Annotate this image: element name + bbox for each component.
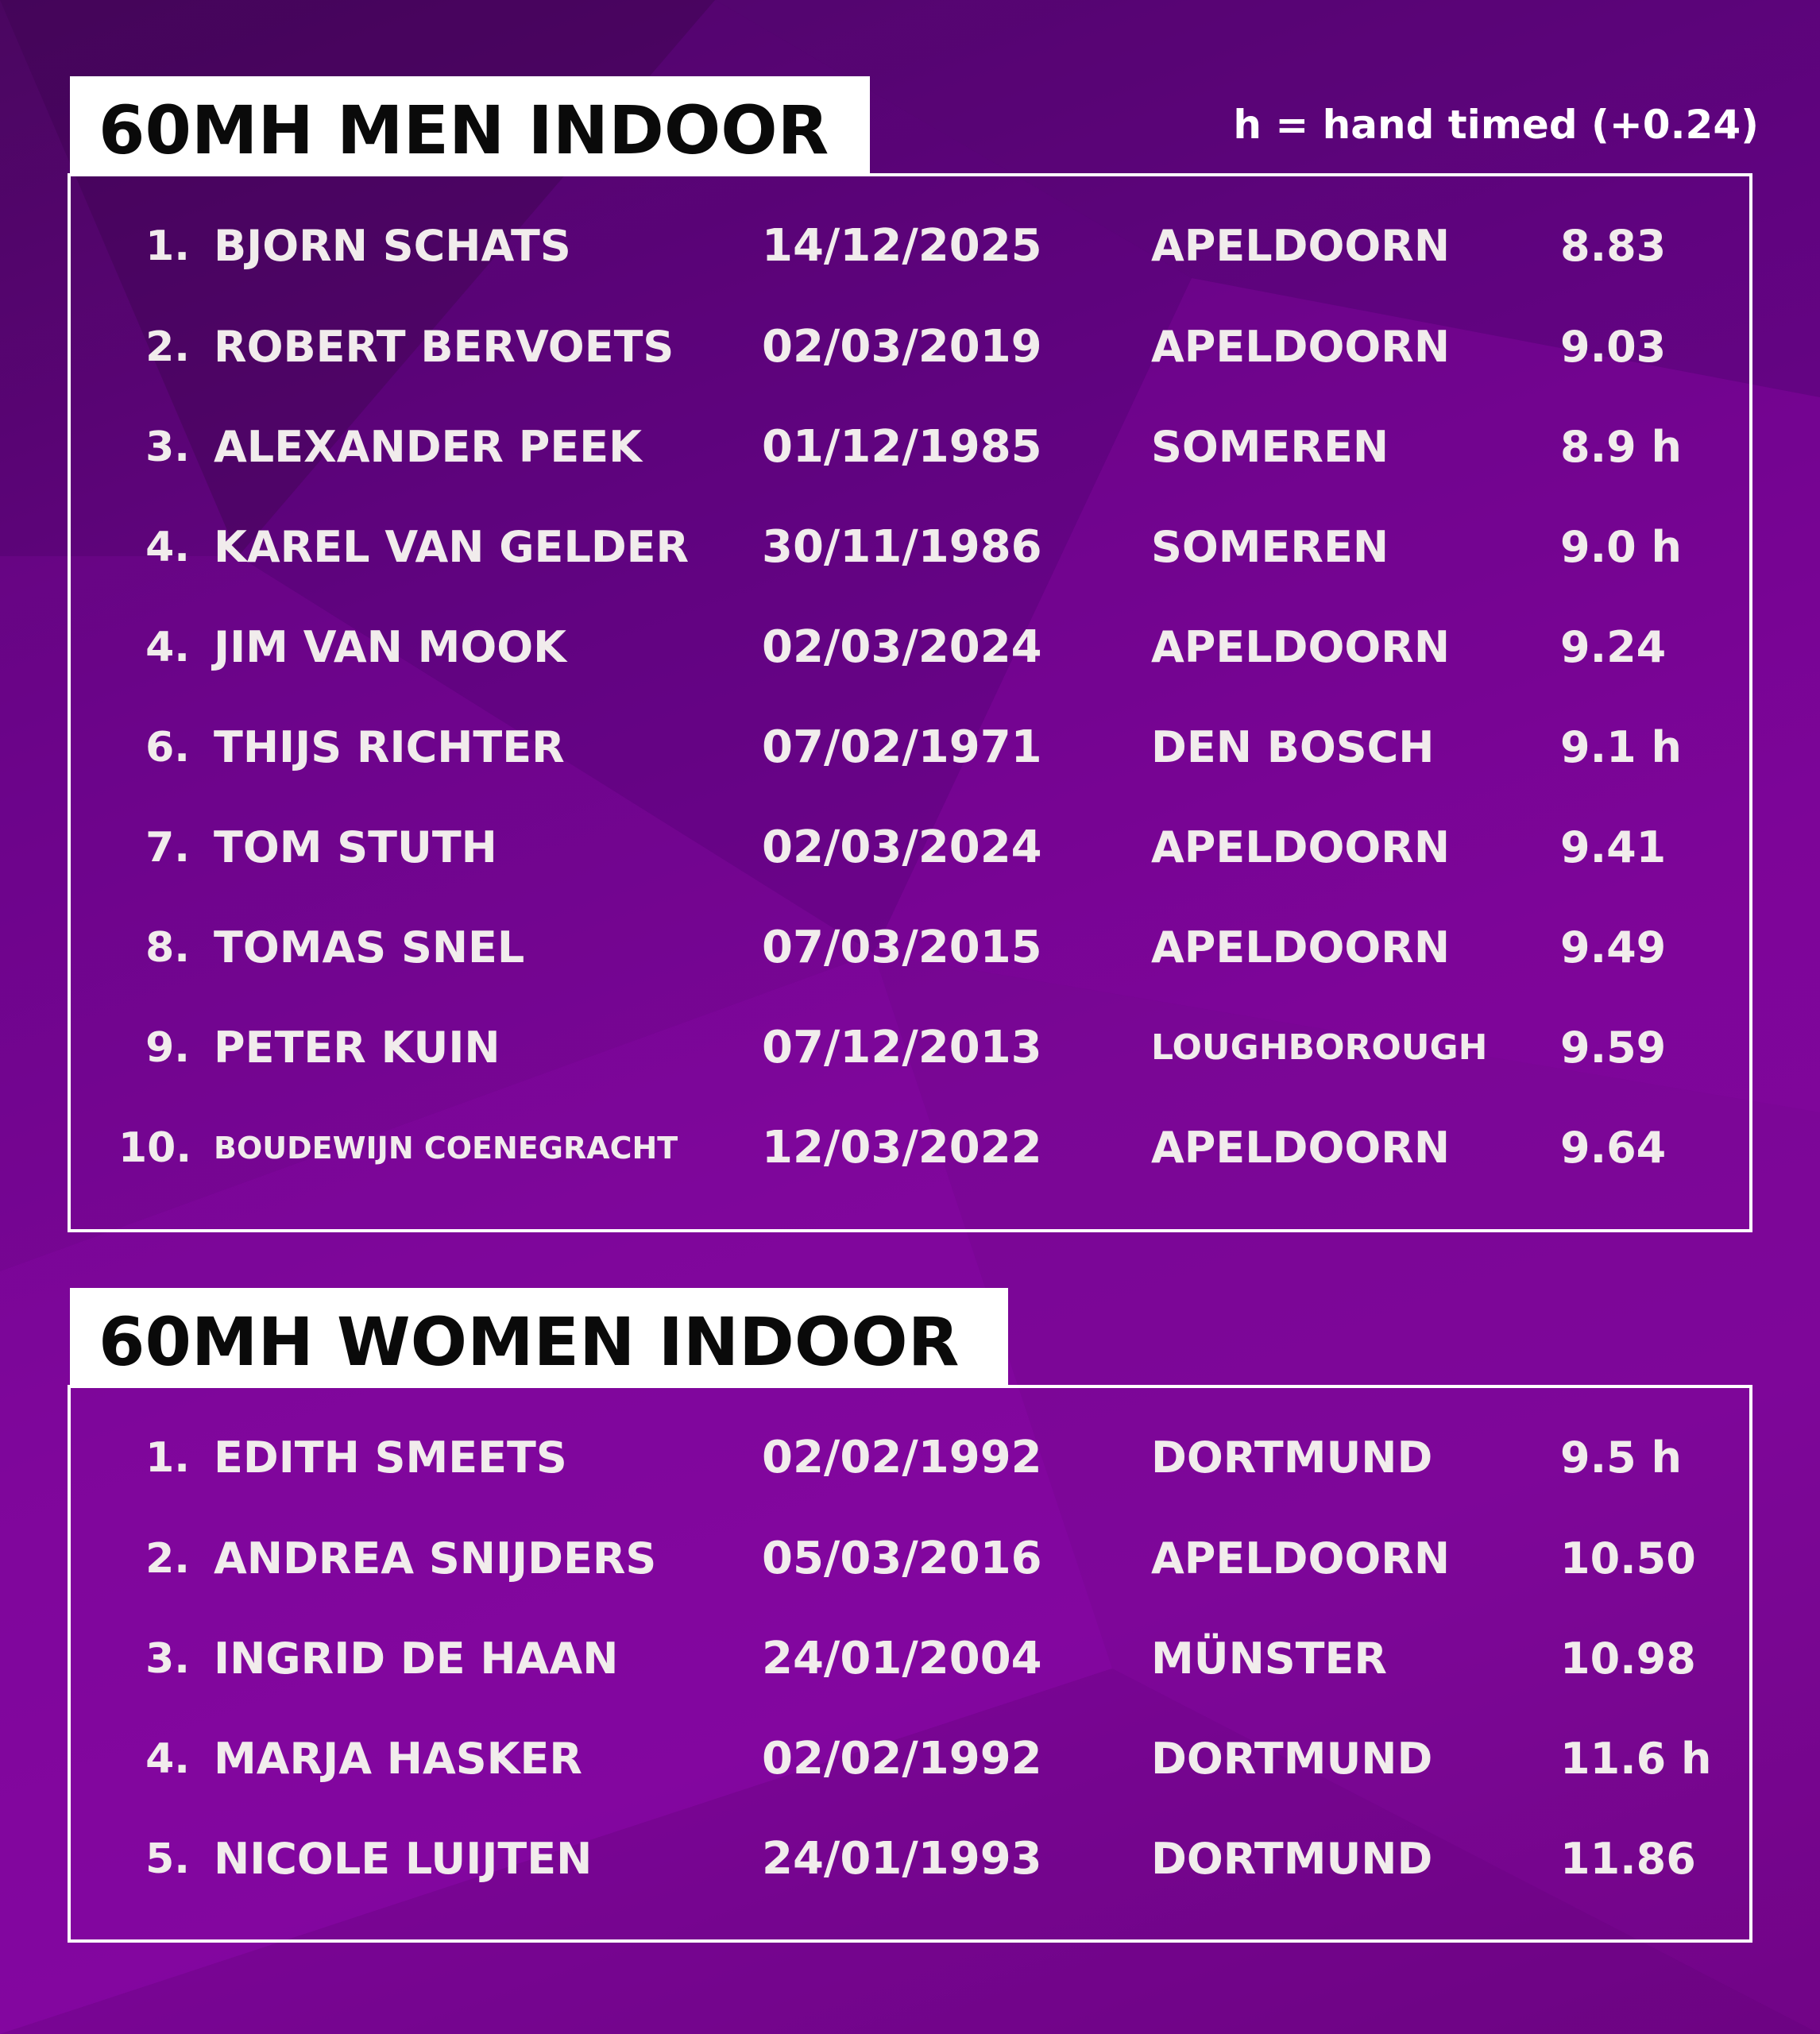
athlete-name: EDITH SMEETS [214, 1433, 567, 1483]
rank-cell: 4. [145, 624, 190, 671]
athlete-name: NICOLE LUIJTEN [214, 1834, 593, 1884]
men-row [71, 1120, 1749, 1176]
time-cell: 9.24 [1560, 622, 1667, 672]
men-row [71, 218, 1749, 274]
athlete-name: INGRID DE HAAN [214, 1634, 619, 1684]
venue-cell: DEN BOSCH [1151, 722, 1435, 772]
athlete-name: KAREL VAN GELDER [214, 522, 690, 572]
venue-cell: APELDOORN [1151, 221, 1451, 271]
women-row [71, 1531, 1749, 1587]
date-cell: 24/01/1993 [762, 1833, 1042, 1885]
athlete-name: BOUDEWIJN COENEGRACHT [214, 1131, 678, 1166]
men-row [71, 420, 1749, 475]
date-cell: 02/02/1992 [762, 1432, 1042, 1483]
men-row [71, 620, 1749, 675]
time-cell: 8.9 h [1560, 422, 1682, 472]
athlete-name: JIM VAN MOOK [214, 622, 567, 672]
rank-cell: 10. [118, 1124, 192, 1172]
athlete-name: TOMAS SNEL [214, 922, 525, 973]
date-cell: 07/12/2013 [762, 1022, 1042, 1073]
date-cell: 01/12/1985 [762, 421, 1042, 473]
time-cell: 9.5 h [1560, 1433, 1682, 1483]
venue-cell: APELDOORN [1151, 822, 1451, 872]
rank-cell: 1. [145, 1434, 190, 1482]
date-cell: 05/03/2016 [762, 1533, 1042, 1584]
venue-cell: SOMEREN [1151, 522, 1389, 572]
venue-cell: APELDOORN [1151, 322, 1451, 372]
athlete-name: BJORN SCHATS [214, 221, 571, 271]
time-cell: 8.83 [1560, 221, 1667, 271]
athlete-name: PETER KUIN [214, 1023, 500, 1073]
rank-cell: 3. [145, 423, 190, 471]
date-cell: 12/03/2022 [762, 1122, 1042, 1174]
venue-cell: APELDOORN [1151, 1533, 1451, 1584]
date-cell: 07/02/1971 [762, 721, 1042, 773]
date-cell: 02/03/2024 [762, 621, 1042, 673]
rank-cell: 4. [145, 1735, 190, 1783]
rank-cell: 2. [145, 323, 190, 371]
time-cell: 9.59 [1560, 1023, 1667, 1073]
time-cell: 10.50 [1560, 1533, 1696, 1584]
venue-cell: DORTMUND [1151, 1734, 1433, 1784]
time-cell: 9.41 [1560, 822, 1667, 872]
men-row [71, 1020, 1749, 1076]
men-table [68, 173, 1752, 1232]
athlete-name: ROBERT BERVOETS [214, 322, 674, 372]
women-row [71, 1731, 1749, 1787]
athlete-name: MARJA HASKER [214, 1734, 582, 1784]
venue-cell: SOMEREN [1151, 422, 1389, 472]
women-row [71, 1831, 1749, 1887]
venue-cell: APELDOORN [1151, 1123, 1451, 1173]
time-cell: 9.64 [1560, 1123, 1667, 1173]
men-row [71, 920, 1749, 976]
athlete-name: THIJS RICHTER [214, 722, 565, 772]
women-row [71, 1631, 1749, 1687]
venue-cell: DORTMUND [1151, 1433, 1433, 1483]
time-cell: 9.03 [1560, 322, 1667, 372]
men-row [71, 820, 1749, 876]
date-cell: 02/03/2024 [762, 822, 1042, 873]
men-row [71, 720, 1749, 775]
men-row [71, 520, 1749, 575]
rank-cell: 2. [145, 1535, 190, 1583]
men-row [71, 319, 1749, 375]
rank-cell: 5. [145, 1835, 190, 1883]
venue-cell: APELDOORN [1151, 922, 1451, 973]
time-cell: 9.0 h [1560, 522, 1682, 572]
women-row [71, 1430, 1749, 1486]
time-cell: 11.6 h [1560, 1734, 1712, 1784]
rank-cell: 6. [145, 724, 190, 771]
date-cell: 30/11/1986 [762, 521, 1042, 573]
date-cell: 02/03/2019 [762, 321, 1042, 373]
athlete-name: TOM STUTH [214, 822, 497, 872]
athlete-name: ALEXANDER PEEK [214, 422, 642, 472]
date-cell: 14/12/2025 [762, 220, 1042, 272]
rank-cell: 9. [145, 1024, 190, 1072]
time-cell: 11.86 [1560, 1834, 1696, 1884]
rank-cell: 3. [145, 1635, 190, 1683]
rank-cell: 7. [145, 824, 190, 872]
venue-cell: APELDOORN [1151, 622, 1451, 672]
athlete-name: ANDREA SNIJDERS [214, 1533, 657, 1584]
date-cell: 07/03/2015 [762, 922, 1042, 973]
men-section-title: 60MH MEN INDOOR [70, 76, 870, 176]
time-cell: 9.1 h [1560, 722, 1682, 772]
rank-cell: 4. [145, 524, 190, 571]
rank-cell: 8. [145, 924, 190, 972]
women-table [68, 1385, 1752, 1943]
time-cell: 10.98 [1560, 1634, 1696, 1684]
rank-cell: 1. [145, 222, 190, 270]
hand-timed-note: h = hand timed (+0.24) [1233, 102, 1759, 148]
date-cell: 02/02/1992 [762, 1733, 1042, 1785]
venue-cell: LOUGHBOROUGH [1151, 1027, 1488, 1068]
date-cell: 24/01/2004 [762, 1633, 1042, 1684]
time-cell: 9.49 [1560, 922, 1667, 973]
venue-cell: DORTMUND [1151, 1834, 1433, 1884]
venue-cell: MÜNSTER [1151, 1634, 1387, 1684]
women-section-title: 60MH WOMEN INDOOR [70, 1288, 1008, 1388]
